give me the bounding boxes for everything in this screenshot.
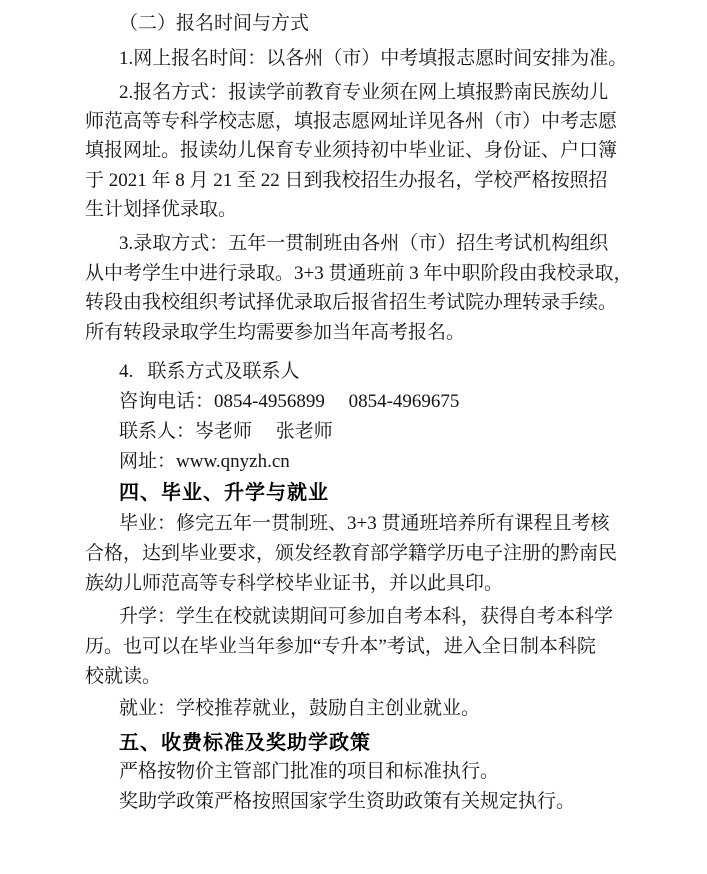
line-registration-method-1: 2.报名方式：报读学前教育专业须在网上填报黔南民族幼儿 [119, 82, 609, 103]
line-graduation-1: 毕业：修完五年一贯制班、3+3 贯通班培养所有课程且考核 [119, 513, 610, 534]
line-admission-method-1: 3.录取方式：五年一贯制班由各州（市）招生考试机构组织 [119, 233, 609, 254]
line-online-registration-time: 1.网上报名时间：以各州（市）中考填报志愿时间安排为准。 [119, 48, 628, 69]
line-further-study-3: 校就读。 [85, 666, 162, 687]
line-further-study-2: 历。也可以在毕业当年参加“专升本”考试，进入全日制本科院 [85, 636, 596, 657]
line-employment: 就业：学校推荐就业，鼓励自主创业就业。 [119, 698, 481, 719]
line-registration-method-2: 师范高等专科学校志愿，填报志愿网址详见各州（市）中考志愿 [85, 111, 618, 132]
line-admission-method-2: 从中考学生中进行录取。3+3 贯通班前 3 年中职阶段由我校录取， [85, 263, 633, 284]
line-contact-persons: 联系人：岑老师 张老师 [119, 421, 333, 442]
line-graduation-2: 合格，达到毕业要求，颁发经教育部学籍学历电子注册的黔南民 [85, 543, 618, 564]
line-graduation-3: 族幼儿师范高等专科学校毕业证书，并以此具印。 [85, 573, 504, 594]
line-fee-standard: 严格按物价主管部门批准的项目和标准执行。 [119, 761, 500, 782]
line-website-url: 网址：www.qnyzh.cn [119, 451, 290, 472]
line-registration-method-3: 填报网址。报读幼儿保育专业须持初中毕业证、身份证、户口簿 [85, 140, 618, 161]
subheading-registration-time-method: （二）报名时间与方式 [119, 13, 310, 34]
line-registration-method-5: 生计划择优录取。 [85, 199, 238, 220]
line-phone-numbers: 咨询电话：0854-4956899 0854-4969675 [119, 391, 460, 412]
line-further-study-1: 升学：学生在校就读期间可参加自考本科，获得自考本科学 [119, 606, 614, 627]
line-aid-policy: 奖助学政策严格按照国家学生资助政策有关规定执行。 [119, 791, 576, 812]
line-admission-method-4: 所有转段录取学生均需要参加当年高考报名。 [85, 322, 466, 343]
line-admission-method-3: 转段由我校组织考试择优录取后报省招生考试院办理转录手续。 [85, 292, 618, 313]
section-heading-graduation-employment: 四、毕业、升学与就业 [119, 482, 329, 504]
subheading-contact-info: 4. 联系方式及联系人 [119, 361, 300, 382]
section-heading-fees-aid: 五、收费标准及奖助学政策 [119, 732, 371, 754]
line-registration-method-4: 于 2021 年 8 月 21 至 22 日到我校招生办报名，学校严格按照招 [85, 170, 608, 191]
